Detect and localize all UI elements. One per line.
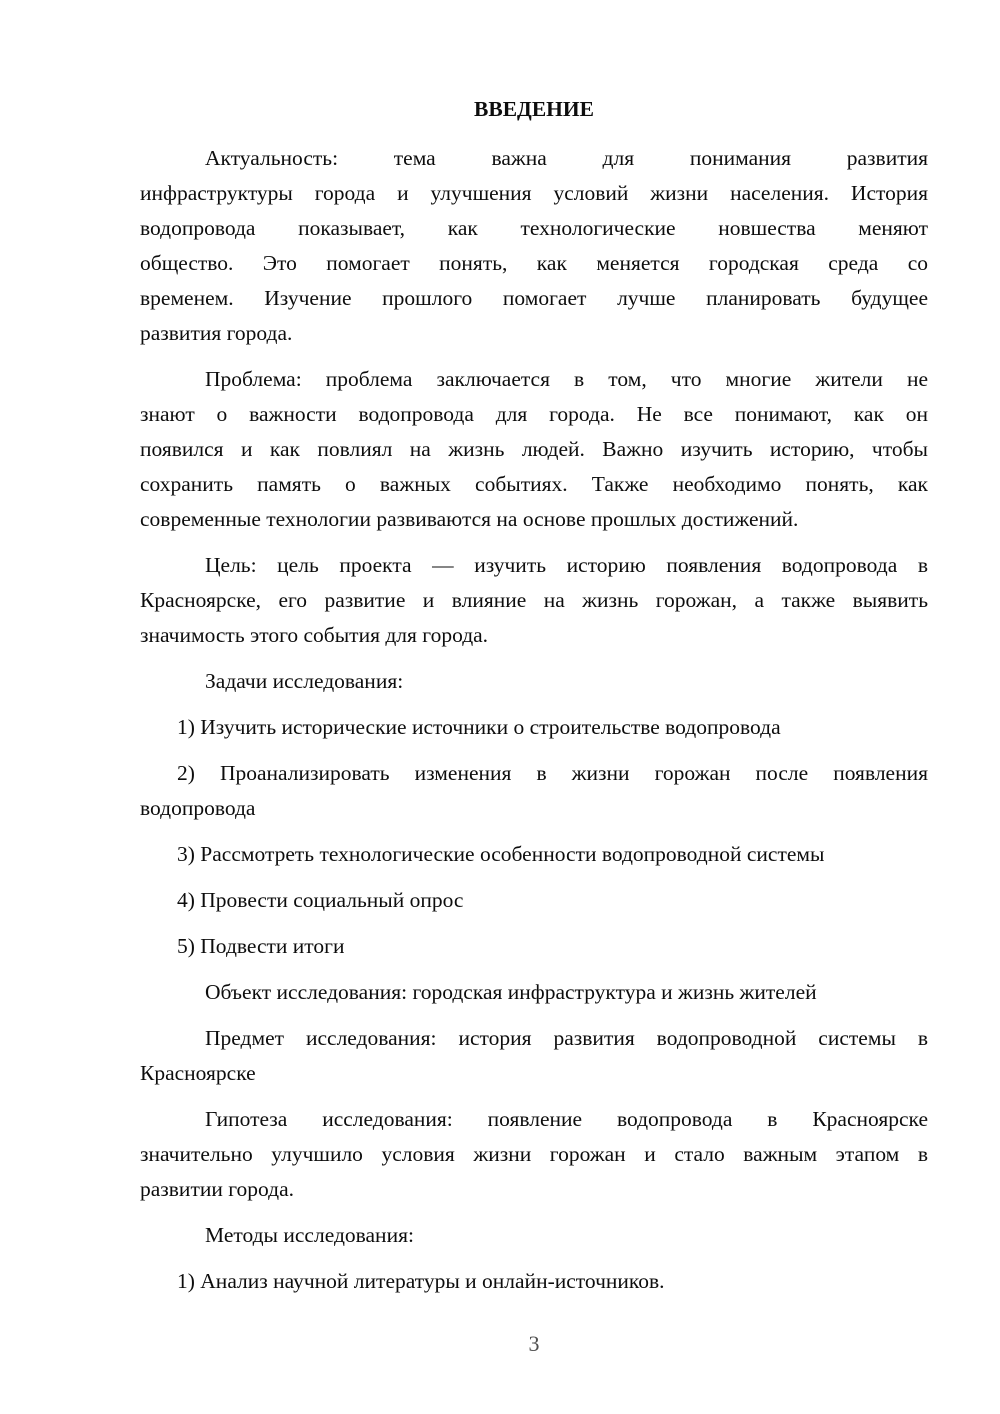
paragraph — [140, 362, 928, 537]
paragraph-line: Красноярске — [140, 1061, 256, 1085]
paragraph-line: Красноярске, его развитие и влияние на жизнь горожан, а также выявить — [140, 588, 928, 612]
paragraph-line: развития города. — [140, 321, 293, 345]
paragraph-line: 3) Рассмотреть технологические особенности водопроводной системы — [177, 842, 825, 866]
paragraph — [140, 141, 928, 351]
paragraph — [140, 710, 928, 745]
paragraph-line: появился и как повлиял на жизнь людей. Важно изучить историю, чтобы — [140, 437, 928, 461]
paragraph — [140, 1102, 928, 1207]
paragraph-line: 1) Анализ научной литературы и онлайн-источников. — [177, 1269, 665, 1293]
paragraph-line: Задачи исследования: — [205, 669, 404, 693]
paragraph-line: общество. Это помогает понять, как меняется городская среда со — [140, 251, 928, 275]
paragraph-line: современные технологии развиваются на основе прошлых достижений. — [140, 507, 799, 531]
paragraph-line: водопровода — [140, 796, 256, 820]
paragraph-line: Актуальность: тема важна для понимания развития — [205, 146, 928, 170]
paragraph-line: Проблема: проблема заключается в том, что многие жители не — [205, 367, 928, 391]
paragraph-line: инфраструктуры города и улучшения условий жизни населения. История — [140, 181, 928, 205]
paragraph-line: 1) Изучить исторические источники о строительстве водопровода — [177, 715, 781, 739]
paragraph — [140, 883, 928, 918]
paragraph-line: Предмет исследования: история развития водопроводной системы в — [205, 1026, 928, 1050]
paragraph — [140, 929, 928, 964]
paragraph-line: 5) Подвести итоги — [177, 934, 345, 958]
paragraph-line: временем. Изучение прошлого помогает лучше планировать будущее — [140, 286, 928, 310]
paragraph-line: Гипотеза исследования: появление водопровода в Красноярске — [205, 1107, 928, 1131]
paragraph-line: 4) Провести социальный опрос — [177, 888, 464, 912]
paragraph — [140, 975, 928, 1010]
paragraph-line: развитии города. — [140, 1177, 294, 1201]
paragraph — [140, 837, 928, 872]
paragraph-line: Объект исследования: городская инфраструктура и жизнь жителей — [205, 980, 817, 1004]
page-title: ВВЕДЕНИЕ — [474, 97, 594, 121]
paragraph-line: значимость этого события для города. — [140, 623, 489, 647]
paragraph-line: 2) Проанализировать изменения в жизни горожан после появления — [177, 761, 928, 785]
paragraph-line: водопровода показывает, как технологические новшества меняют — [140, 216, 928, 240]
paragraph-line: Методы исследования: — [205, 1223, 414, 1247]
paragraph — [140, 756, 928, 826]
paragraph-line: Цель: цель проекта — изучить историю появления водопровода в — [205, 553, 928, 577]
document-body — [140, 141, 928, 1299]
page-number: 3 — [528, 1331, 540, 1356]
paragraph — [140, 1264, 928, 1299]
paragraph-line: знают о важности водопровода для города. Не все понимают, как он — [140, 402, 928, 426]
paragraph-line: сохранить память о важных событиях. Также необходимо понять, как — [140, 472, 928, 496]
paragraph — [140, 664, 928, 699]
paragraph-line: значительно улучшило условия жизни горожан и стало важным этапом в — [140, 1142, 928, 1166]
paragraph — [140, 548, 928, 653]
paragraph — [140, 1021, 928, 1091]
paragraph — [140, 1218, 928, 1253]
